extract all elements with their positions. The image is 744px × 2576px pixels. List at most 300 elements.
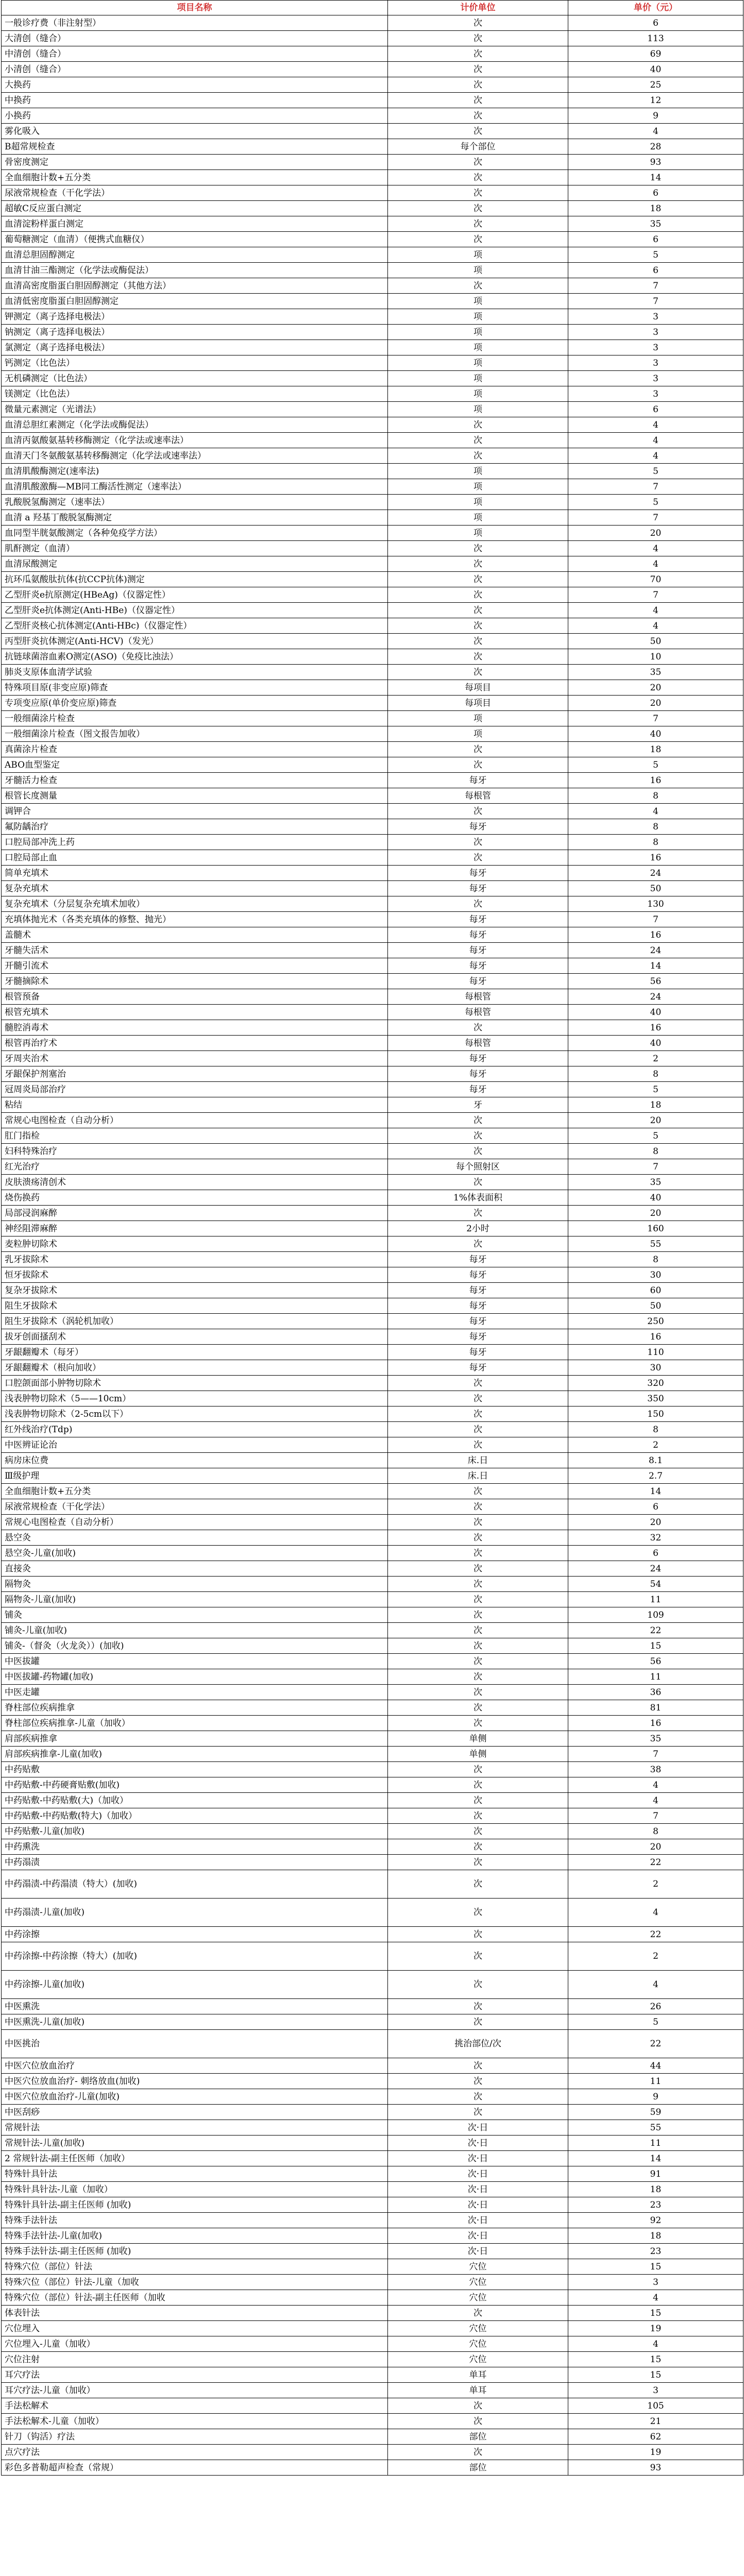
table-row (2, 1360, 743, 1376)
table-row (2, 1453, 743, 1468)
item-name-cell: 铺灸-儿童(加收) (2, 1623, 388, 1638)
billing-unit-cell: 每牙 (388, 1267, 568, 1283)
item-name-cell: 隔物灸-儿童(加收) (2, 1592, 388, 1607)
item-name-cell: 复杂充填术 (2, 881, 388, 896)
unit-price-cell: 70 (568, 572, 743, 587)
billing-unit-cell: 床.日 (388, 1453, 568, 1468)
item-name-cell: 根管长度测量 (2, 788, 388, 804)
item-name-cell: 手法松解术 (2, 2398, 388, 2414)
billing-unit-cell: 次 (388, 124, 568, 139)
item-name-cell: 牙周夹治术 (2, 1051, 388, 1066)
billing-unit-cell: 次·日 (388, 2151, 568, 2166)
unit-price-cell: 15 (568, 2367, 743, 2383)
unit-price-cell: 4 (568, 603, 743, 618)
table-row (2, 495, 743, 510)
billing-unit-cell: 次·日 (388, 2182, 568, 2197)
unit-price-cell: 320 (568, 1376, 743, 1391)
table-row (2, 773, 743, 788)
billing-unit-cell: 次 (388, 417, 568, 433)
item-name-cell: 阻生牙拔除术 (2, 1298, 388, 1314)
item-name-cell: 血清高密度脂蛋白胆固醇测定（其他方法） (2, 278, 388, 294)
billing-unit-cell: 次 (388, 2306, 568, 2321)
billing-unit-cell: 次 (388, 1762, 568, 1777)
unit-price-cell: 22 (568, 1623, 743, 1638)
item-name-cell: 耳穴疗法-儿童（加收） (2, 2383, 388, 2398)
billing-unit-cell: 次 (388, 1927, 568, 1942)
item-name-cell: 体表针法 (2, 2306, 388, 2321)
table-row (2, 804, 743, 819)
table-row (2, 1499, 743, 1515)
billing-unit-cell: 穴位 (388, 2259, 568, 2275)
billing-unit-cell: 每牙 (388, 1298, 568, 1314)
billing-unit-cell: 次 (388, 448, 568, 464)
unit-price-cell: 6 (568, 263, 743, 278)
table-row (2, 850, 743, 866)
billing-unit-cell: 项 (388, 726, 568, 742)
billing-unit-cell: 每牙 (388, 927, 568, 943)
table-row (2, 1005, 743, 1020)
table-row (2, 2105, 743, 2120)
billing-unit-cell: 每牙 (388, 773, 568, 788)
table-row (2, 371, 743, 386)
unit-price-cell: 11 (568, 1669, 743, 1685)
table-row (2, 541, 743, 556)
billing-unit-cell: 项 (388, 464, 568, 479)
unit-price-cell: 6 (568, 1546, 743, 1561)
item-name-cell: 根管预备 (2, 989, 388, 1005)
billing-unit-cell: 次 (388, 2105, 568, 2120)
table-row (2, 696, 743, 711)
item-name-cell: 中医辨证论治 (2, 1437, 388, 1453)
unit-price-cell: 15 (568, 2306, 743, 2321)
table-row (2, 448, 743, 464)
item-name-cell: 微量元素测定（光谱法） (2, 402, 388, 417)
unit-price-cell: 10 (568, 649, 743, 665)
billing-unit-cell: 每牙 (388, 1314, 568, 1329)
item-name-cell: 红外线治疗(Tdp) (2, 1422, 388, 1437)
table-row (2, 2074, 743, 2089)
billing-unit-cell: 每根管 (388, 1036, 568, 1051)
unit-price-cell: 11 (568, 1592, 743, 1607)
item-name-cell: 髓腔消毒术 (2, 1020, 388, 1036)
item-name-cell: 肌酐测定（血清） (2, 541, 388, 556)
table-row (2, 1437, 743, 1453)
table-row (2, 1731, 743, 1747)
unit-price-cell: 18 (568, 742, 743, 757)
billing-unit-cell: 次 (388, 1824, 568, 1839)
billing-unit-cell: 每根管 (388, 989, 568, 1005)
table-row (2, 788, 743, 804)
item-name-cell: 超敏C反应蛋白测定 (2, 201, 388, 216)
item-name-cell: 中医穴位放血治疗 (2, 2058, 388, 2074)
table-row (2, 139, 743, 155)
unit-price-cell: 130 (568, 896, 743, 912)
item-name-cell: 全血细胞计数+五分类 (2, 170, 388, 185)
unit-price-cell: 8.1 (568, 1453, 743, 1468)
table-row (2, 1097, 743, 1113)
billing-unit-cell: 次 (388, 1716, 568, 1731)
table-row (2, 2136, 743, 2151)
unit-price-cell: 5 (568, 757, 743, 773)
table-row (2, 2383, 743, 2398)
item-name-cell: 特殊针具针法-儿童（加收） (2, 2182, 388, 2197)
table-row (2, 1128, 743, 1144)
billing-unit-cell: 次 (388, 232, 568, 247)
item-name-cell: 血清甘油三酯测定（化学法或酶促法） (2, 263, 388, 278)
billing-unit-cell: 每个照射区 (388, 1159, 568, 1175)
item-name-cell: 常规心电图检查（自动分析） (2, 1113, 388, 1128)
billing-unit-cell: 次 (388, 2398, 568, 2414)
item-name-cell: 中医穴位放血治疗-儿童(加收) (2, 2089, 388, 2105)
table-row (2, 2259, 743, 2275)
item-name-cell: 穴位注射 (2, 2352, 388, 2367)
unit-price-cell: 7 (568, 510, 743, 526)
unit-price-cell: 8 (568, 1144, 743, 1159)
table-row (2, 2414, 743, 2429)
billing-unit-cell: 次 (388, 1391, 568, 1406)
billing-unit-cell: 次 (388, 155, 568, 170)
unit-price-cell: 6 (568, 185, 743, 201)
unit-price-cell: 3 (568, 386, 743, 402)
unit-price-cell: 2.7 (568, 1468, 743, 1484)
table-row (2, 2321, 743, 2336)
billing-unit-cell: 次 (388, 2074, 568, 2089)
unit-price-cell: 113 (568, 31, 743, 46)
item-name-cell: 血清总胆红素测定（化学法或酶促法） (2, 417, 388, 433)
table-row (2, 1999, 743, 2014)
item-name-cell: 根管充填术 (2, 1005, 388, 1020)
table-row (2, 232, 743, 247)
unit-price-cell: 160 (568, 1221, 743, 1236)
item-name-cell: 血清低密度脂蛋白胆固醇测定 (2, 294, 388, 309)
item-name-cell: 中药贴敷-中药硬膏贴敷(加收) (2, 1777, 388, 1793)
billing-unit-cell: 穴位 (388, 2321, 568, 2336)
unit-price-cell: 3 (568, 371, 743, 386)
unit-price-cell: 5 (568, 2014, 743, 2030)
unit-price-cell: 21 (568, 2414, 743, 2429)
table-row (2, 2352, 743, 2367)
billing-unit-cell: 次 (388, 1577, 568, 1592)
item-name-cell: 口腔局部止血 (2, 850, 388, 866)
table-row (2, 665, 743, 680)
item-name-cell: 血清丙氨酸氨基转移酶测定（化学法或速率法） (2, 433, 388, 448)
item-name-cell: 根管再治疗术 (2, 1036, 388, 1051)
item-name-cell: 粘结 (2, 1097, 388, 1113)
table-row (2, 2445, 743, 2460)
unit-price-cell: 2 (568, 1437, 743, 1453)
item-name-cell: 复杂充填术（分层复杂充填术加收） (2, 896, 388, 912)
billing-unit-cell: 次 (388, 46, 568, 62)
item-name-cell: 中医挑治 (2, 2030, 388, 2058)
billing-unit-cell: 次 (388, 896, 568, 912)
table-row (2, 2030, 743, 2058)
table-row (2, 1762, 743, 1777)
table-row (2, 1221, 743, 1236)
unit-price-cell: 5 (568, 464, 743, 479)
unit-price-cell: 18 (568, 2182, 743, 2197)
table-row (2, 711, 743, 726)
item-name-cell: 尿液常规检查（干化学法） (2, 185, 388, 201)
unit-price-cell: 16 (568, 850, 743, 866)
unit-price-cell: 6 (568, 15, 743, 31)
table-row (2, 1927, 743, 1942)
item-name-cell: 血清肌酸酶测定(速率法) (2, 464, 388, 479)
unit-price-cell: 23 (568, 2197, 743, 2213)
item-name-cell: 牙龈保护剂塞治 (2, 1066, 388, 1082)
table-row (2, 294, 743, 309)
billing-unit-cell: 项 (388, 402, 568, 417)
unit-price-cell: 56 (568, 1654, 743, 1669)
unit-price-cell: 18 (568, 201, 743, 216)
table-row (2, 185, 743, 201)
item-name-cell: 阻生牙拔除术（涡轮机加收） (2, 1314, 388, 1329)
table-row (2, 1546, 743, 1561)
billing-unit-cell: 每牙 (388, 958, 568, 974)
unit-price-cell: 50 (568, 881, 743, 896)
billing-unit-cell: 项 (388, 386, 568, 402)
unit-price-cell: 8 (568, 1824, 743, 1839)
billing-unit-cell: 次 (388, 1839, 568, 1855)
billing-unit-cell: 次 (388, 1899, 568, 1927)
table-row (2, 1082, 743, 1097)
table-row (2, 1793, 743, 1808)
item-name-cell: ABO血型鉴定 (2, 757, 388, 773)
unit-price-cell: 28 (568, 139, 743, 155)
table-row (2, 1685, 743, 1700)
billing-unit-cell: 次 (388, 216, 568, 232)
table-row (2, 2228, 743, 2244)
item-name-cell: 拔牙创面搔刮术 (2, 1329, 388, 1345)
billing-unit-cell: 次 (388, 1971, 568, 1999)
billing-unit-cell: 次 (388, 757, 568, 773)
billing-unit-cell: 次 (388, 77, 568, 93)
table-row (2, 1468, 743, 1484)
billing-unit-cell: 单耳 (388, 2367, 568, 2383)
unit-price-cell: 22 (568, 2030, 743, 2058)
billing-unit-cell: 穴位 (388, 2275, 568, 2290)
item-name-cell: 点穴疗法 (2, 2445, 388, 2460)
item-name-cell: 丙型肝炎抗体测定(Anti-HCV)（发光） (2, 634, 388, 649)
billing-unit-cell: 次 (388, 1499, 568, 1515)
unit-price-cell: 9 (568, 108, 743, 124)
item-name-cell: 中医穴位放血治疗- 刺络放血(加收) (2, 2074, 388, 2089)
item-name-cell: 乙型肝炎核心抗体测定(Anti-HBc)（仪器定性） (2, 618, 388, 634)
item-name-cell: 特殊针具针法-副主任医师 (加收) (2, 2197, 388, 2213)
item-name-cell: 特殊手法针法-副主任医师 (加收) (2, 2244, 388, 2259)
unit-price-cell: 35 (568, 665, 743, 680)
item-name-cell: 肩部疾病推拿-儿童(加收) (2, 1747, 388, 1762)
item-name-cell: 钙测定（比色法） (2, 355, 388, 371)
billing-unit-cell: 次 (388, 185, 568, 201)
unit-price-cell: 59 (568, 2105, 743, 2120)
item-name-cell: 小清创（缝合） (2, 62, 388, 77)
unit-price-cell: 38 (568, 1762, 743, 1777)
billing-unit-cell: 次 (388, 1144, 568, 1159)
item-name-cell: 血清总胆固醇测定 (2, 247, 388, 263)
item-name-cell: 神经阻滞麻醉 (2, 1221, 388, 1236)
table-row (2, 757, 743, 773)
item-name-cell: 尿液常规检查（干化学法） (2, 1499, 388, 1515)
billing-unit-cell: 单侧 (388, 1747, 568, 1762)
billing-unit-cell: 每牙 (388, 1345, 568, 1360)
unit-price-cell: 7 (568, 479, 743, 495)
unit-price-cell: 93 (568, 2460, 743, 2476)
table-row (2, 1839, 743, 1855)
item-name-cell: 特殊穴位（部位）针法-副主任医师（加收 (2, 2290, 388, 2306)
billing-unit-cell: 次 (388, 634, 568, 649)
table-row (2, 2151, 743, 2166)
billing-unit-cell: 次 (388, 1128, 568, 1144)
unit-price-cell: 16 (568, 1716, 743, 1731)
table-row (2, 386, 743, 402)
unit-price-cell: 20 (568, 1839, 743, 1855)
billing-unit-cell: 每牙 (388, 866, 568, 881)
billing-unit-cell: 次 (388, 2414, 568, 2429)
unit-price-cell: 8 (568, 835, 743, 850)
table-row (2, 1669, 743, 1685)
table-row (2, 15, 743, 31)
unit-price-cell: 20 (568, 1113, 743, 1128)
unit-price-cell: 55 (568, 2120, 743, 2136)
table-row (2, 881, 743, 896)
unit-price-cell: 5 (568, 1128, 743, 1144)
unit-price-cell: 81 (568, 1700, 743, 1716)
table-row (2, 912, 743, 927)
unit-price-cell: 9 (568, 2089, 743, 2105)
table-row (2, 1855, 743, 1870)
item-name-cell: 浅表肿物切除术（2-5cm以下） (2, 1406, 388, 1422)
billing-unit-cell: 次·日 (388, 2166, 568, 2182)
billing-unit-cell: 次 (388, 1700, 568, 1716)
table-row (2, 1206, 743, 1221)
item-name-cell: 调钾合 (2, 804, 388, 819)
unit-price-cell: 44 (568, 2058, 743, 2074)
table-row (2, 201, 743, 216)
item-name-cell: 特殊针具针法 (2, 2166, 388, 2182)
billing-unit-cell: 次 (388, 572, 568, 587)
table-row (2, 1391, 743, 1406)
item-name-cell: 中药贴敷 (2, 1762, 388, 1777)
header-billing-unit: 计价单位 (388, 1, 568, 15)
unit-price-cell: 20 (568, 1515, 743, 1530)
table-row (2, 1345, 743, 1360)
item-name-cell: 病房床位费 (2, 1453, 388, 1468)
unit-price-cell: 4 (568, 448, 743, 464)
item-name-cell: 中药溻渍 (2, 1855, 388, 1870)
table-row (2, 2182, 743, 2197)
unit-price-cell: 2 (568, 1942, 743, 1971)
unit-price-cell: 14 (568, 170, 743, 185)
table-row (2, 2244, 743, 2259)
unit-price-cell: 150 (568, 1406, 743, 1422)
item-name-cell: 常规心电图检查（自动分析） (2, 1515, 388, 1530)
billing-unit-cell: 项 (388, 711, 568, 726)
billing-unit-cell: 每项目 (388, 680, 568, 696)
item-name-cell: 中医拔罐-药物罐(加收) (2, 1669, 388, 1685)
billing-unit-cell: 次 (388, 1422, 568, 1437)
item-name-cell: 雾化吸入 (2, 124, 388, 139)
unit-price-cell: 14 (568, 958, 743, 974)
unit-price-cell: 32 (568, 1530, 743, 1546)
billing-unit-cell: 次 (388, 1855, 568, 1870)
table-row (2, 649, 743, 665)
item-name-cell: 血清 a 羟基丁酸脱氢酶测定 (2, 510, 388, 526)
unit-price-cell: 11 (568, 2074, 743, 2089)
billing-unit-cell: 次 (388, 170, 568, 185)
table-row (2, 278, 743, 294)
billing-unit-cell: 次 (388, 1206, 568, 1221)
billing-unit-cell: 次·日 (388, 2213, 568, 2228)
table-row (2, 2197, 743, 2213)
billing-unit-cell: 次 (388, 1236, 568, 1252)
unit-price-cell: 8 (568, 819, 743, 835)
item-name-cell: 血清肌酸激酶—MB同工酶活性测定（速率法） (2, 479, 388, 495)
item-name-cell: 针刀（钩活）疗法 (2, 2429, 388, 2445)
unit-price-cell: 40 (568, 1005, 743, 1020)
table-row (2, 1159, 743, 1175)
item-name-cell: 中药溻渍-儿童(加收) (2, 1899, 388, 1927)
billing-unit-cell: 项 (388, 495, 568, 510)
unit-price-cell: 16 (568, 773, 743, 788)
table-row (2, 896, 743, 912)
billing-unit-cell: 次 (388, 603, 568, 618)
billing-unit-cell: 每牙 (388, 1252, 568, 1267)
table-row (2, 2306, 743, 2321)
unit-price-cell: 16 (568, 1020, 743, 1036)
table-row (2, 835, 743, 850)
unit-price-cell: 8 (568, 788, 743, 804)
unit-price-cell: 40 (568, 726, 743, 742)
unit-price-cell: 4 (568, 618, 743, 634)
unit-price-cell: 350 (568, 1391, 743, 1406)
table-row (2, 1515, 743, 1530)
item-name-cell: 悬空灸-儿童(加收) (2, 1546, 388, 1561)
unit-price-cell: 3 (568, 2275, 743, 2290)
unit-price-cell: 54 (568, 1577, 743, 1592)
unit-price-cell: 7 (568, 278, 743, 294)
unit-price-cell: 40 (568, 62, 743, 77)
unit-price-cell: 50 (568, 634, 743, 649)
unit-price-cell: 4 (568, 1793, 743, 1808)
unit-price-cell: 6 (568, 402, 743, 417)
table-row (2, 77, 743, 93)
unit-price-cell: 20 (568, 696, 743, 711)
item-name-cell: 镁测定（比色法） (2, 386, 388, 402)
table-row (2, 2460, 743, 2476)
table-row (2, 1314, 743, 1329)
item-name-cell: 充填体抛光术（各类充填体的修整、抛光） (2, 912, 388, 927)
table-row (2, 1051, 743, 1066)
billing-unit-cell: 单侧 (388, 1731, 568, 1747)
unit-price-cell: 91 (568, 2166, 743, 2182)
unit-price-cell: 4 (568, 804, 743, 819)
unit-price-cell: 14 (568, 2151, 743, 2166)
unit-price-cell: 4 (568, 417, 743, 433)
table-row (2, 1144, 743, 1159)
billing-unit-cell: 次 (388, 1999, 568, 2014)
table-row (2, 974, 743, 989)
billing-unit-cell: 每牙 (388, 819, 568, 835)
item-name-cell: 口腔局部冲洗上药 (2, 835, 388, 850)
table-row (2, 1236, 743, 1252)
item-name-cell: 直接灸 (2, 1561, 388, 1577)
price-table (1, 0, 743, 2476)
table-row (2, 108, 743, 124)
table-row (2, 1747, 743, 1762)
item-name-cell: 中药贴敷-儿童(加收) (2, 1824, 388, 1839)
header-item-name: 项目名称 (2, 1, 388, 15)
table-row (2, 309, 743, 325)
